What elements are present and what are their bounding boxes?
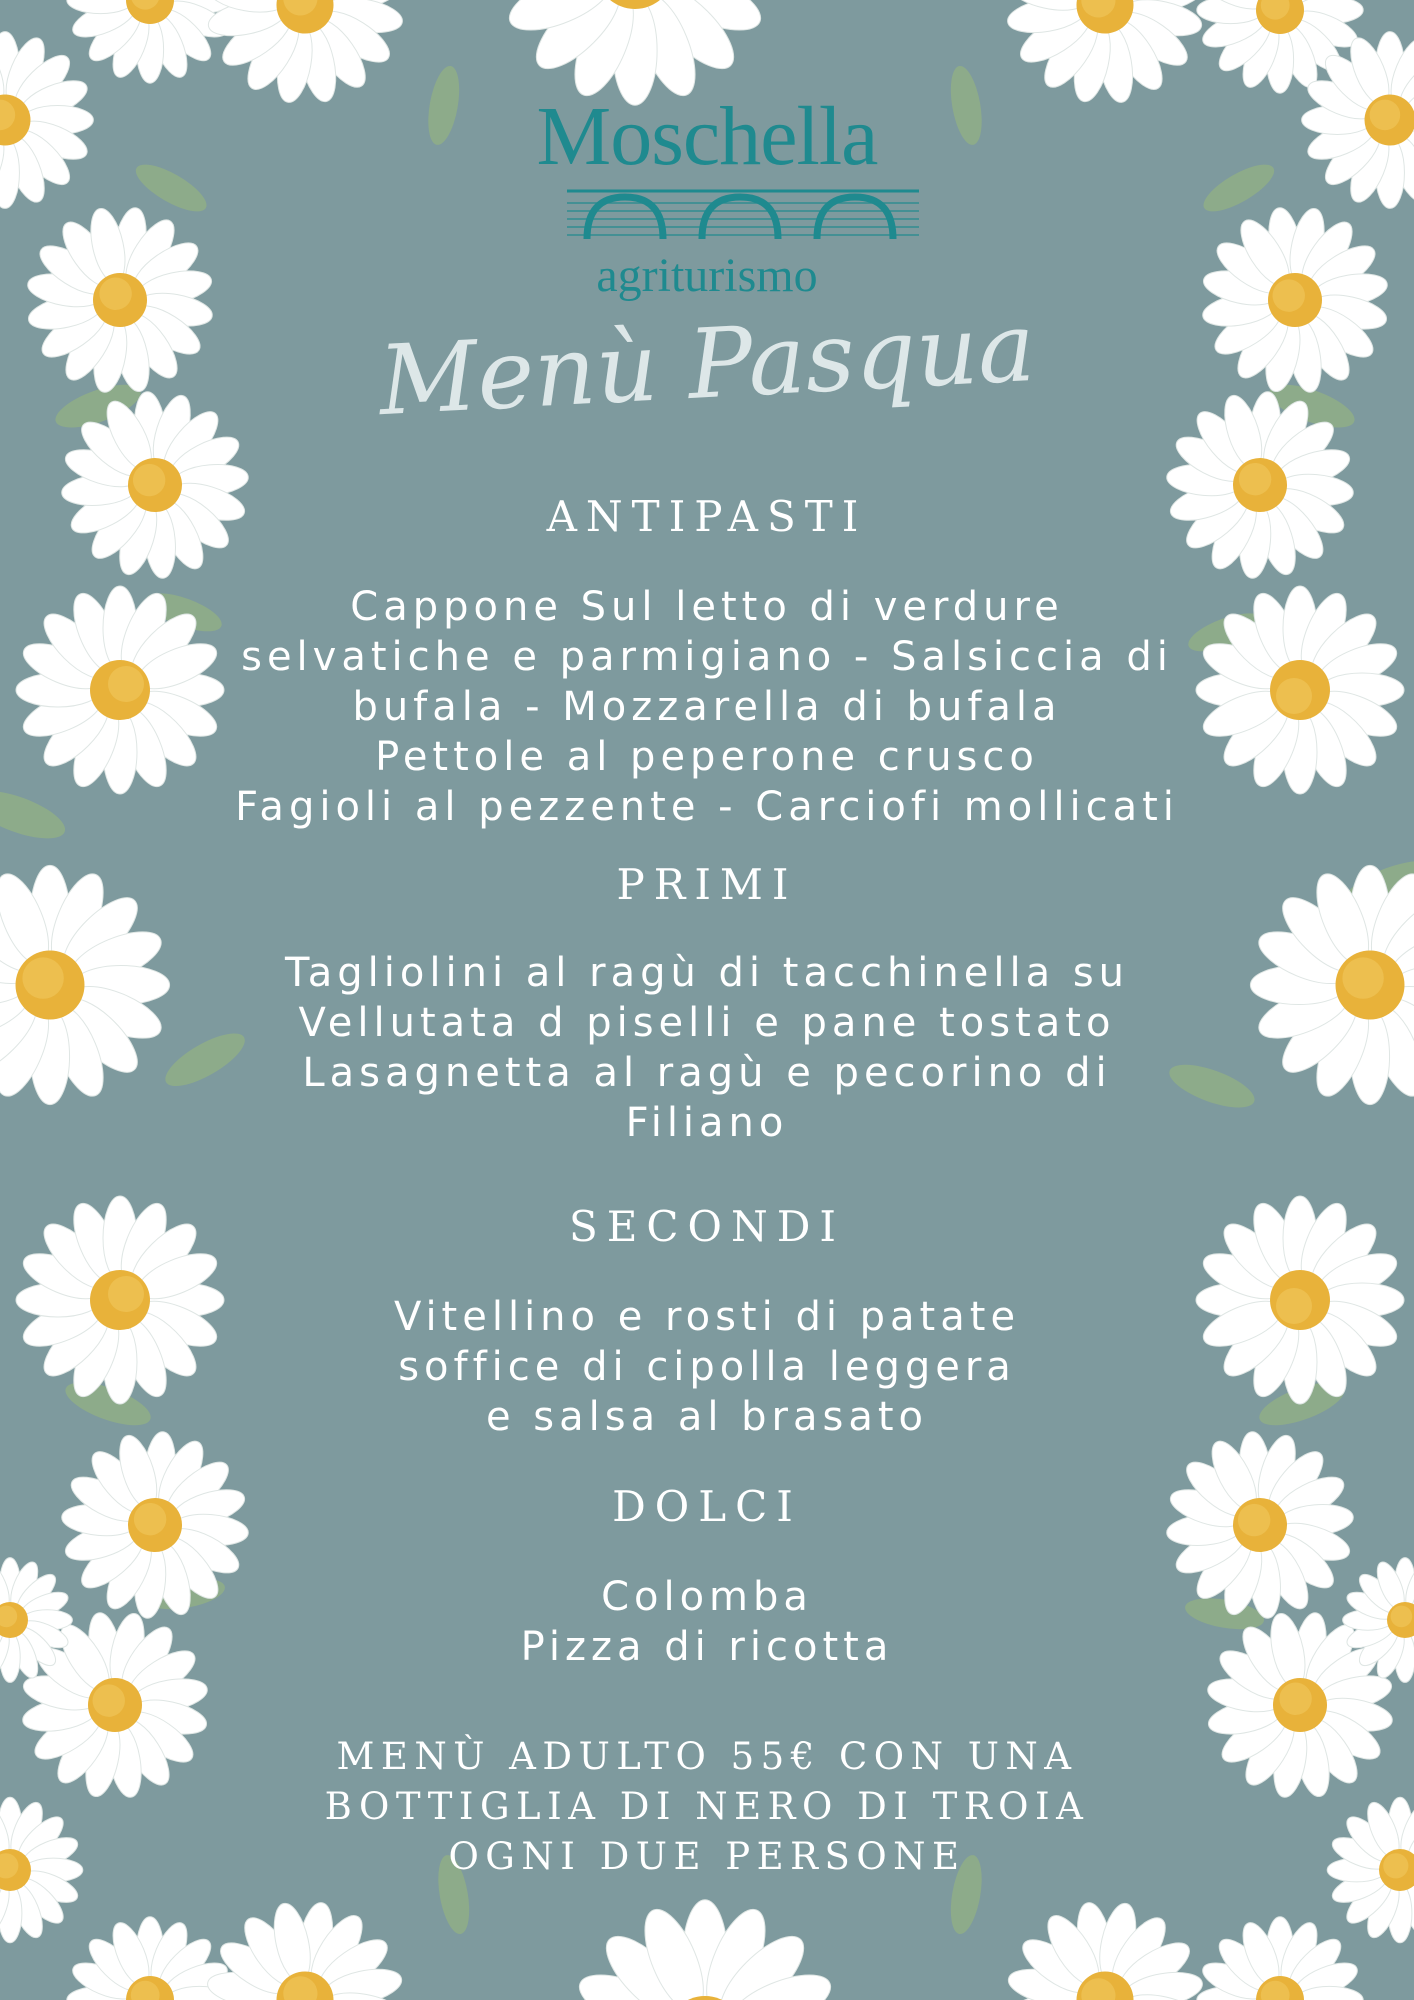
menu-item: e salsa al brasato [485,1394,929,1440]
price-note [190,1732,1224,1882]
daisy-icon [570,1900,840,2000]
price-note-line: MENÙ ADULTO 55€ CON UNA [336,1735,1078,1778]
menu-item: Pettole al peperone crusco [375,734,1039,780]
daisy-icon [991,1886,1220,2000]
section-items-dolci [190,1572,1224,1672]
daisy-icon [0,1797,83,1943]
menu-item: Tagliolini al ragù di tacchinella su [284,950,1130,996]
menu-item: bufala - Mozzarella di bufala [352,684,1062,730]
menu-item: Vellutata d piselli e pane tostato [298,1000,1116,1046]
section-items-secondi [190,1292,1224,1442]
menu-item: Cappone Sul letto di verdure [350,584,1064,630]
menu-item: Vitellino e rosti di patate [393,1294,1021,1340]
daisy-icon [191,1886,420,2000]
price-note-line: OGNI DUE PERSONE [448,1835,966,1878]
section-heading-primi: PRIMI [616,860,798,909]
menu-item: selvatiche e parmigiano - Salsiccia di [241,634,1173,680]
menu-item: Lasagnetta al ragù e pecorino di [302,1050,1112,1096]
section-heading-secondi: SECONDI [568,1202,845,1251]
section-items-primi [190,948,1224,1148]
menu-item: Filiano [625,1100,789,1146]
menu-title: Menù Pasqua [376,290,1038,438]
daisy-icon [1327,1797,1414,1943]
daisy-icon [1196,586,1404,794]
daisy-icon [0,865,170,1104]
logo-arches-icon [565,185,921,247]
leaf-icon [0,781,71,848]
menu-item: soffice di cipolla leggera [398,1344,1016,1390]
section-heading-dolci: DOLCI [612,1482,802,1531]
section-heading-antipasti: ANTIPASTI [546,492,868,541]
menu-item: Pizza di ricotta [520,1624,894,1670]
menu-item: Colomba [601,1574,813,1620]
section-items-antipasti [190,582,1224,832]
daisy-icon [1196,1196,1404,1404]
logo-subtitle: agriturismo [596,249,818,302]
price-note-line: BOTTIGLIA DI NERO DI TROIA [324,1785,1090,1828]
logo-name: Moschella [536,90,878,183]
menu-item: Fagioli al pezzente - Carciofi mollicati [235,784,1179,830]
daisy-icon [1250,865,1414,1104]
daisy-icon [1197,1917,1363,2000]
daisy-icon [67,0,233,83]
